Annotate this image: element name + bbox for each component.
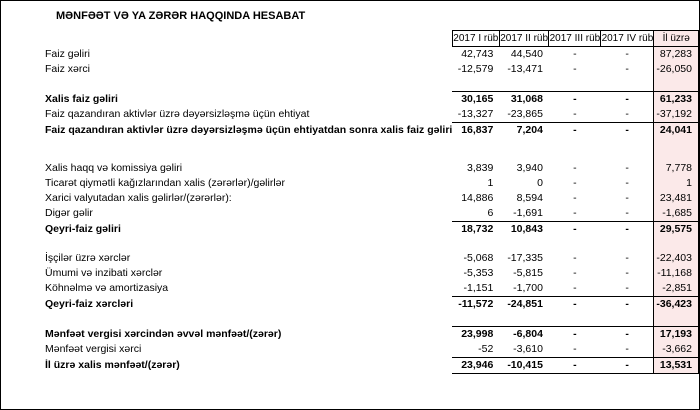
value-cell: -10,415 xyxy=(499,358,549,374)
value-cell: -11,572 xyxy=(452,297,499,313)
value-cell: -17,335 xyxy=(507,252,543,264)
value-cell: - xyxy=(549,222,601,238)
table-body xyxy=(45,47,699,374)
value-cell: 23,481 xyxy=(654,191,699,206)
value-cell: 3,940 xyxy=(516,162,543,174)
value-cell: -1,691 xyxy=(513,207,543,219)
spacer-cell xyxy=(45,138,452,161)
value-cell: - xyxy=(625,177,629,189)
value-cell: 1 xyxy=(654,176,699,191)
value-cell: 7,778 xyxy=(654,161,699,176)
table-row xyxy=(45,176,699,191)
value-cell: - xyxy=(549,327,601,343)
value-cell: 1 xyxy=(487,177,494,189)
table-row xyxy=(45,281,699,297)
value-cell: -24,851 xyxy=(499,297,549,313)
value-cell: -13,471 xyxy=(507,63,543,75)
value-cell: - xyxy=(601,122,654,138)
value-cell: 42,743 xyxy=(461,48,494,60)
value-cell: - xyxy=(573,108,577,120)
value-cell: 87,283 xyxy=(654,47,699,63)
spacer-cell xyxy=(452,237,499,251)
value-cell: -23,865 xyxy=(507,108,543,120)
row-label: Mənfəət vergisi xərcindən əvvəl mənfəət/(zərər) xyxy=(45,327,282,340)
value-cell: - xyxy=(549,297,601,313)
value-cell: - xyxy=(625,108,629,120)
pl-table xyxy=(45,30,699,374)
value-cell: -2,851 xyxy=(654,281,699,297)
value-cell: - xyxy=(549,358,601,374)
header-row xyxy=(45,31,699,47)
value-cell: - xyxy=(573,343,577,355)
value-cell: -13,327 xyxy=(457,108,494,120)
value-cell: - xyxy=(573,162,577,174)
value-cell: 31,068 xyxy=(499,92,549,108)
row-label: Faiz gəliri xyxy=(45,47,90,60)
row-label: Xalis haqq və komissiya gəliri xyxy=(45,162,183,174)
value-cell: - xyxy=(573,207,577,219)
value-cell: 0 xyxy=(537,177,543,189)
value-cell: - xyxy=(601,327,654,343)
spacer-cell xyxy=(601,237,654,251)
spacer-cell xyxy=(499,77,549,92)
value-cell: 44,540 xyxy=(510,48,543,60)
value-cell: -5,353 xyxy=(463,267,494,279)
table-row xyxy=(45,251,699,266)
value-cell: 61,233 xyxy=(654,92,699,108)
value-cell: - xyxy=(573,177,577,189)
value-cell: -26,050 xyxy=(654,62,699,77)
value-cell: -1,151 xyxy=(463,282,494,294)
value-cell: -6,804 xyxy=(499,327,549,343)
row-label: Ümumi və inzibati xərclər xyxy=(45,267,163,279)
row-label: Mənfəət vergisi xərci xyxy=(45,343,142,356)
value-cell: 23,946 xyxy=(452,358,499,374)
value-cell: - xyxy=(601,222,654,238)
spacer-cell xyxy=(452,77,499,92)
value-cell: -22,403 xyxy=(654,251,699,266)
spacer-row xyxy=(45,237,699,251)
column-header: 2017 II rüb xyxy=(499,31,549,47)
value-cell: -36,423 xyxy=(654,297,699,313)
value-cell: -5,815 xyxy=(513,267,543,279)
row-label: Ticarət qiymətli kağızlarından xalis (zərərlər)/gəlirlər xyxy=(45,177,286,189)
spacer-cell xyxy=(601,312,654,327)
value-cell: -11,168 xyxy=(654,266,699,281)
table-row xyxy=(45,122,699,138)
label-column-header xyxy=(45,31,452,47)
value-cell: - xyxy=(625,162,629,174)
value-cell: - xyxy=(573,48,577,60)
spacer-row xyxy=(45,312,699,327)
report-title: MƏNFƏƏT VƏ YA ZƏRƏR HAQQINDA HESABAT xyxy=(56,10,306,22)
table-row xyxy=(45,191,699,206)
spacer-cell xyxy=(499,138,549,161)
value-cell: - xyxy=(625,267,629,279)
value-cell: - xyxy=(573,267,577,279)
value-cell: - xyxy=(573,63,577,75)
table-row xyxy=(45,297,699,313)
table-row xyxy=(45,327,699,343)
table-row xyxy=(45,107,699,122)
value-cell: 23,998 xyxy=(452,327,499,343)
value-cell: -3,610 xyxy=(513,343,543,355)
spacer-cell xyxy=(549,77,601,92)
spacer-row xyxy=(45,77,699,92)
spacer-cell xyxy=(45,312,452,327)
value-cell: 30,165 xyxy=(452,92,499,108)
value-cell: -5,068 xyxy=(463,252,494,264)
row-label: İl üzrə xalis mənfəət/(zərər) xyxy=(45,359,180,371)
value-cell: - xyxy=(625,192,629,204)
table-row xyxy=(45,342,699,358)
spacer-row xyxy=(45,138,699,161)
value-cell: -52 xyxy=(478,343,494,355)
spacer-cell xyxy=(499,312,549,327)
spacer-cell xyxy=(499,237,549,251)
value-cell: 24,041 xyxy=(654,122,699,138)
value-cell: - xyxy=(601,92,654,108)
column-header: İl üzrə xyxy=(654,31,699,47)
value-cell: 17,193 xyxy=(654,327,699,343)
row-label: İşçilər üzrə xərclər xyxy=(45,252,131,264)
spacer-cell xyxy=(45,77,452,92)
row-label: Köhnəlmə və amortizasiya xyxy=(45,282,169,295)
value-cell: 8,594 xyxy=(516,192,543,204)
value-cell: -3,662 xyxy=(654,342,699,358)
table-row xyxy=(45,358,699,374)
value-cell: - xyxy=(625,207,629,219)
spacer-cell xyxy=(601,77,654,92)
value-cell: - xyxy=(625,343,629,355)
value-cell: - xyxy=(625,63,629,75)
row-label: Faiz qazandıran aktivlər üzrə dəyərsizləşmə üçün ehtiyat xyxy=(45,108,310,120)
row-label: Xalis faiz gəliri xyxy=(45,92,118,105)
spacer-cell xyxy=(549,138,601,161)
value-cell: - xyxy=(625,282,629,294)
value-cell: 13,531 xyxy=(654,358,699,374)
spacer-cell xyxy=(654,237,699,251)
column-header: 2017 IV rüb xyxy=(601,31,654,47)
column-header: 2017 III rüb xyxy=(549,31,601,47)
value-cell: - xyxy=(573,252,577,264)
value-cell: -12,579 xyxy=(457,63,494,75)
value-cell: 14,886 xyxy=(461,192,494,204)
table-row xyxy=(45,222,699,238)
spacer-cell xyxy=(654,77,699,92)
value-cell: 6 xyxy=(487,207,494,219)
value-cell: - xyxy=(625,252,629,264)
table-row xyxy=(45,92,699,108)
value-cell: - xyxy=(601,358,654,374)
row-label: Qeyri-faiz gəliri xyxy=(45,222,121,235)
row-label: Faiz xərci xyxy=(45,63,90,75)
value-cell: 7,204 xyxy=(499,122,549,138)
spacer-cell xyxy=(654,138,699,161)
spacer-cell xyxy=(549,237,601,251)
spacer-cell xyxy=(601,138,654,161)
table-row xyxy=(45,62,699,77)
value-cell: -1,700 xyxy=(513,282,543,294)
value-cell: 18,732 xyxy=(452,222,499,238)
table-header xyxy=(45,31,699,47)
spacer-cell xyxy=(45,237,452,251)
row-label: Xarici valyutadan xalis gəlirlər/(zərərlər): xyxy=(45,192,232,204)
table-row xyxy=(45,47,699,63)
row-label: Faiz qazandıran aktivlər üzrə dəyərsizləşmə üçün ehtiyatdan sonra xalis faiz gəliri xyxy=(45,124,453,136)
value-cell: - xyxy=(625,48,629,60)
spacer-cell xyxy=(452,138,499,161)
spacer-cell xyxy=(452,312,499,327)
value-cell: -1,685 xyxy=(654,206,699,222)
value-cell: - xyxy=(573,192,577,204)
column-header: 2017 I rüb xyxy=(452,31,499,47)
value-cell: - xyxy=(601,297,654,313)
value-cell: - xyxy=(549,122,601,138)
value-cell: - xyxy=(573,282,577,294)
value-cell: -37,192 xyxy=(654,107,699,122)
row-label: Qeyri-faiz xərcləri xyxy=(45,297,134,310)
row-label: Digər gəlir xyxy=(45,207,93,220)
table-row xyxy=(45,266,699,281)
value-cell: 10,843 xyxy=(499,222,549,238)
value-cell: 3,839 xyxy=(467,162,494,174)
value-cell: 16,837 xyxy=(452,122,499,138)
spacer-cell xyxy=(654,312,699,327)
spacer-cell xyxy=(549,312,601,327)
table-row xyxy=(45,161,699,176)
value-cell: 29,575 xyxy=(654,222,699,238)
table-row xyxy=(45,206,699,222)
value-cell: - xyxy=(549,92,601,108)
